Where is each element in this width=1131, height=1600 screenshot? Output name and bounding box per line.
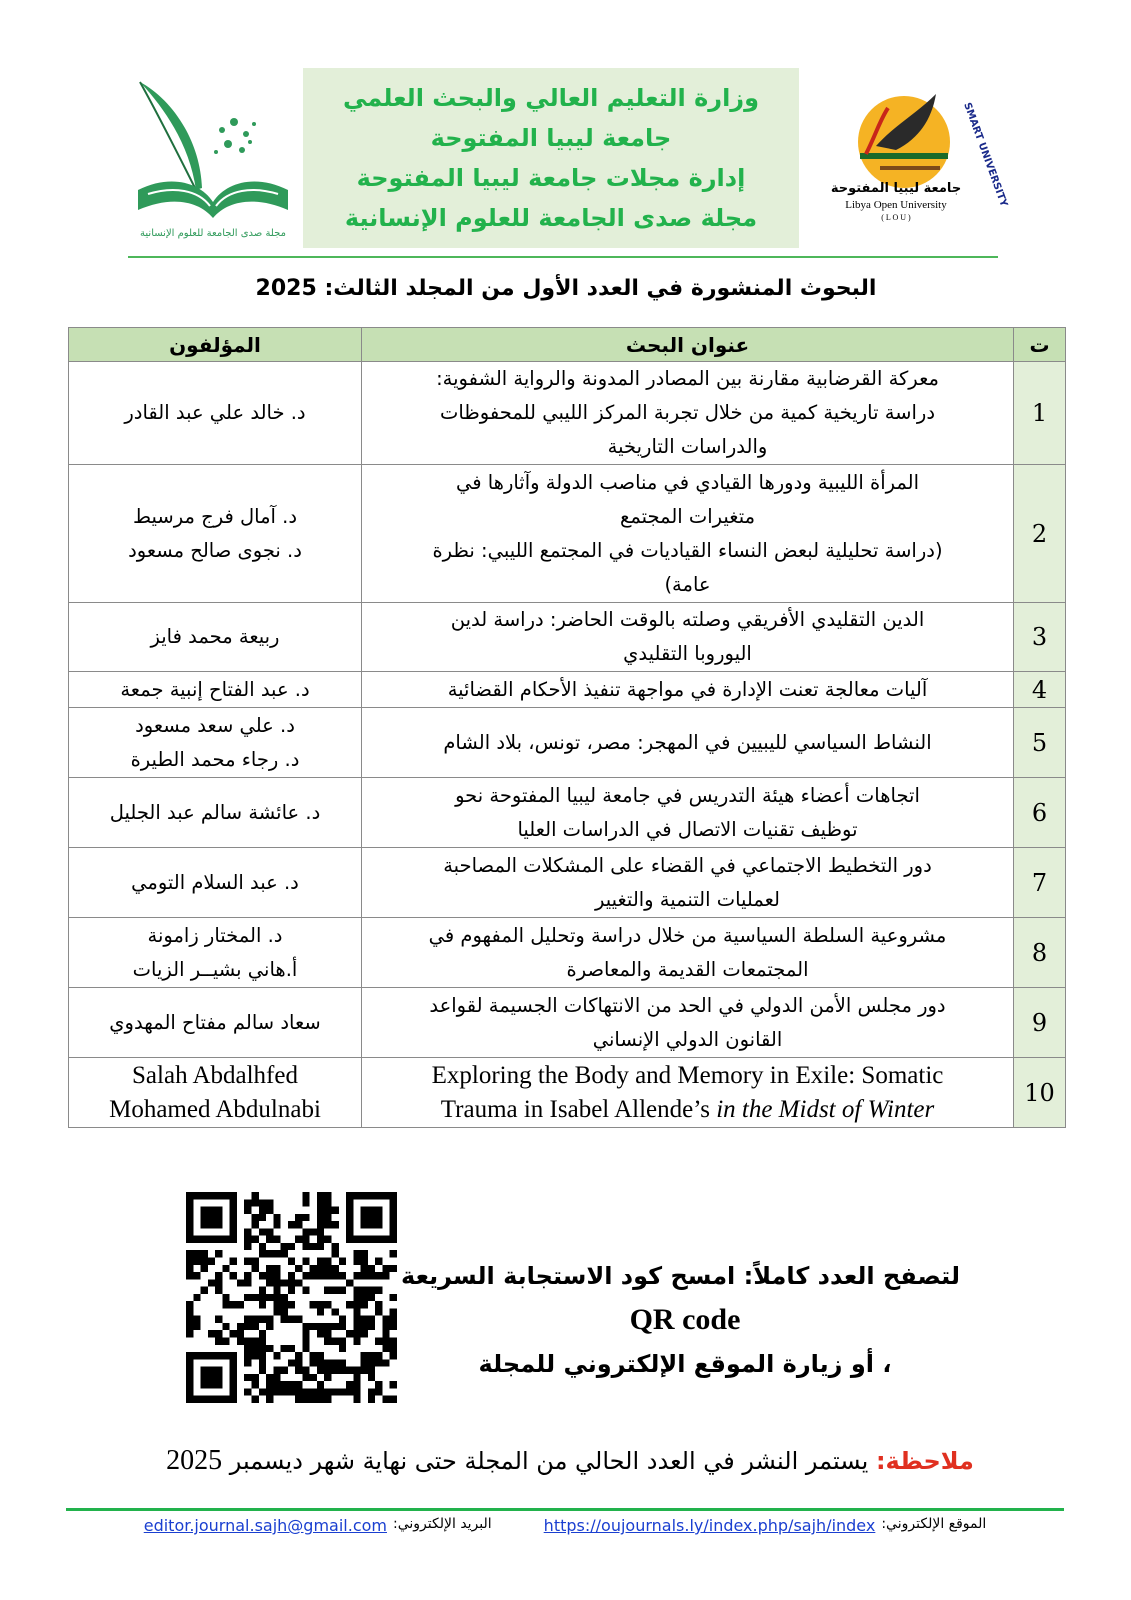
row-number: 10	[1014, 1058, 1066, 1128]
header-title: عنوان البحث	[362, 328, 1014, 362]
logo-arc-text: SMART UNIVERSITY	[961, 101, 1010, 209]
logo-arabic: جامعة ليبيا المفتوحة	[830, 181, 962, 196]
title-line: عامة)	[664, 572, 711, 596]
row-title	[362, 362, 1014, 465]
header-divider	[128, 256, 998, 258]
row-authors	[69, 918, 362, 988]
logo-abbr: ( L O U )	[881, 213, 911, 222]
title-line: دور مجلس الأمن الدولي في الحد من الانتهاكات الجسيمة لقواعد	[429, 993, 946, 1017]
title-line: آليات معالجة تعنت الإدارة في مواجهة تنفيذ الأحكام القضائية	[447, 677, 928, 701]
title-line: النشاط السياسي لليبيين في المهجر: مصر، تونس، بلاد الشام	[443, 730, 932, 754]
row-title	[362, 848, 1014, 918]
qr-code[interactable]	[186, 1192, 397, 1403]
title-line: دور التخطيط الاجتماعي في القضاء على المشكلات المصاحبة	[443, 853, 932, 877]
row-number: 5	[1014, 708, 1066, 778]
author-name: ربيعة محمد فايز	[150, 625, 280, 648]
row-number: 7	[1014, 848, 1066, 918]
journal-name: مجلة صدى الجامعة للعلوم الإنسانية	[344, 204, 758, 232]
email-label: البريد الإلكتروني:	[393, 1516, 492, 1532]
row-authors	[69, 708, 362, 778]
table-row	[69, 708, 1066, 778]
author-name: د. عبد السلام التومي	[131, 870, 299, 894]
journals-admin: إدارة مجلات جامعة ليبيا المفتوحة	[356, 164, 746, 192]
title-line: المجتمعات القديمة والمعاصرة	[566, 957, 809, 981]
row-authors	[69, 672, 362, 708]
author-name: د. آمال فرج مرسيط	[132, 504, 298, 528]
header-number: ت	[1014, 328, 1066, 362]
row-authors	[69, 465, 362, 603]
quill-icon	[140, 82, 202, 190]
papers-table	[68, 327, 1066, 1128]
author-name: د. عائشة سالم عبد الجليل	[109, 800, 321, 824]
logo-caption: مجلة صدى الجامعة للعلوم الإنسانية	[140, 228, 286, 239]
note-year: 2025	[166, 1445, 223, 1476]
journal-logo	[130, 78, 296, 242]
row-authors	[69, 362, 362, 465]
row-title	[362, 708, 1014, 778]
title-line: اليوروبا التقليدي	[623, 642, 752, 665]
row-number: 4	[1014, 672, 1066, 708]
browse-instructions	[401, 1254, 960, 1386]
cta-line-1: لتصفح العدد كاملاً: امسح كود الاستجابة السريعة	[401, 1262, 960, 1290]
author-name: د. عبد الفتاح إنبية جمعة	[120, 677, 310, 701]
row-number: 3	[1014, 603, 1066, 672]
note-label: ملاحظة:	[875, 1447, 974, 1475]
publication-note	[120, 1445, 1020, 1477]
cta-line-2	[410, 1298, 960, 1386]
row-authors	[69, 988, 362, 1058]
title-line: توظيف تقنيات الاتصال في الدراسات العليا	[517, 817, 858, 841]
title-line: القانون الدولي الإنساني	[592, 1027, 783, 1051]
title-line: والدراسات التاريخية	[607, 435, 768, 458]
table-header-row	[69, 328, 1066, 362]
title-line: Exploring the Body and Memory in Exile: Somatic	[431, 1061, 944, 1089]
table-row	[69, 672, 1066, 708]
author-name: د. نجوى صالح مسعود	[128, 538, 302, 562]
author-name: أ.هاني بشيــر الزيات	[132, 957, 298, 981]
title-line: الدين التقليدي الأفريقي وصلته بالوقت الحاضر: دراسة لدين	[450, 608, 925, 631]
header-authors: المؤلفون	[69, 328, 362, 362]
ministry-name: وزارة التعليم العالي والبحث العلمي	[342, 84, 760, 112]
title-line: متغيرات المجتمع	[619, 504, 756, 528]
logo-english: Libya Open University	[845, 199, 947, 211]
table-row	[69, 988, 1066, 1058]
page-title: البحوث المنشورة في العدد الأول من المجلد الثالث: 2025	[255, 276, 877, 301]
table-row	[69, 918, 1066, 988]
row-title	[362, 918, 1014, 988]
title-line: المرأة الليبية ودورها القيادي في مناصب الدولة وآثارها في	[455, 470, 920, 494]
title-line: لعمليات التنمية والتغيير	[595, 887, 780, 911]
open-book-icon	[138, 181, 288, 218]
table-row	[69, 778, 1066, 848]
row-title	[362, 988, 1014, 1058]
stars-icon	[214, 118, 256, 154]
author-name: سعاد سالم مفتاح المهدوي	[109, 1010, 321, 1034]
author-name: Mohamed Abdulnabi	[109, 1095, 321, 1123]
title-line: (دراسة تحليلية لبعض النساء القياديات في المجتمع الليبي: نظرة	[432, 538, 943, 562]
email-link[interactable]: editor.journal.sajh@gmail.com	[143, 1516, 387, 1535]
note-text: يستمر النشر في العدد الحالي من المجلة حتى نهاية شهر ديسمبر	[222, 1447, 876, 1475]
table-row	[69, 848, 1066, 918]
table-row	[69, 603, 1066, 672]
title-line	[372, 1093, 1003, 1127]
title-italic: in the Midst of Winter	[716, 1095, 935, 1123]
author-name: Salah Abdalhfed	[132, 1061, 298, 1089]
footer-divider	[66, 1508, 1064, 1511]
row-number: 1	[1014, 362, 1066, 465]
row-authors	[69, 603, 362, 672]
header-title-box	[303, 68, 799, 248]
qr-code-label: QR code	[629, 1303, 741, 1336]
row-number: 9	[1014, 988, 1066, 1058]
row-number: 2	[1014, 465, 1066, 603]
university-name: جامعة ليبيا المفتوحة	[430, 124, 672, 152]
title-plain: Trauma in Isabel Allende’s	[440, 1095, 717, 1123]
row-title	[362, 1058, 1014, 1128]
author-name: د. المختار زامونة	[147, 923, 283, 947]
row-authors	[69, 778, 362, 848]
row-number: 8	[1014, 918, 1066, 988]
website-link[interactable]: https://oujournals.ly/index.php/sajh/index	[543, 1516, 876, 1535]
table-row	[69, 1058, 1066, 1128]
title-line: مشروعية السلطة السياسية من خلال دراسة وتحليل المفهوم في	[428, 923, 947, 947]
row-title	[362, 778, 1014, 848]
university-logo	[830, 84, 1010, 234]
row-number: 6	[1014, 778, 1066, 848]
row-authors	[69, 1058, 362, 1128]
table-row	[69, 465, 1066, 603]
title-line: معركة القرضابية مقارنة بين المصادر المدونة والرواية الشفوية:	[436, 367, 939, 390]
row-title	[362, 465, 1014, 603]
author-name: د. علي سعد مسعود	[135, 713, 295, 737]
row-title	[362, 603, 1014, 672]
title-line: اتجاهات أعضاء هيئة التدريس في جامعة ليبيا المفتوحة نحو	[455, 783, 920, 807]
website-label: الموقع الإلكتروني:	[881, 1516, 987, 1532]
author-name: د. خالد علي عبد القادر	[124, 401, 306, 424]
row-title	[362, 672, 1014, 708]
footer	[70, 1516, 1060, 1535]
table-row	[69, 362, 1066, 465]
title-line: دراسة تاريخية كمية من خلال تجربة المركز الليبي للمحفوظات	[439, 401, 936, 424]
cta-line-2-text: ، أو زيارة الموقع الإلكتروني للمجلة	[478, 1350, 892, 1378]
row-authors	[69, 848, 362, 918]
author-name: د. رجاء محمد الطيرة	[130, 747, 300, 771]
